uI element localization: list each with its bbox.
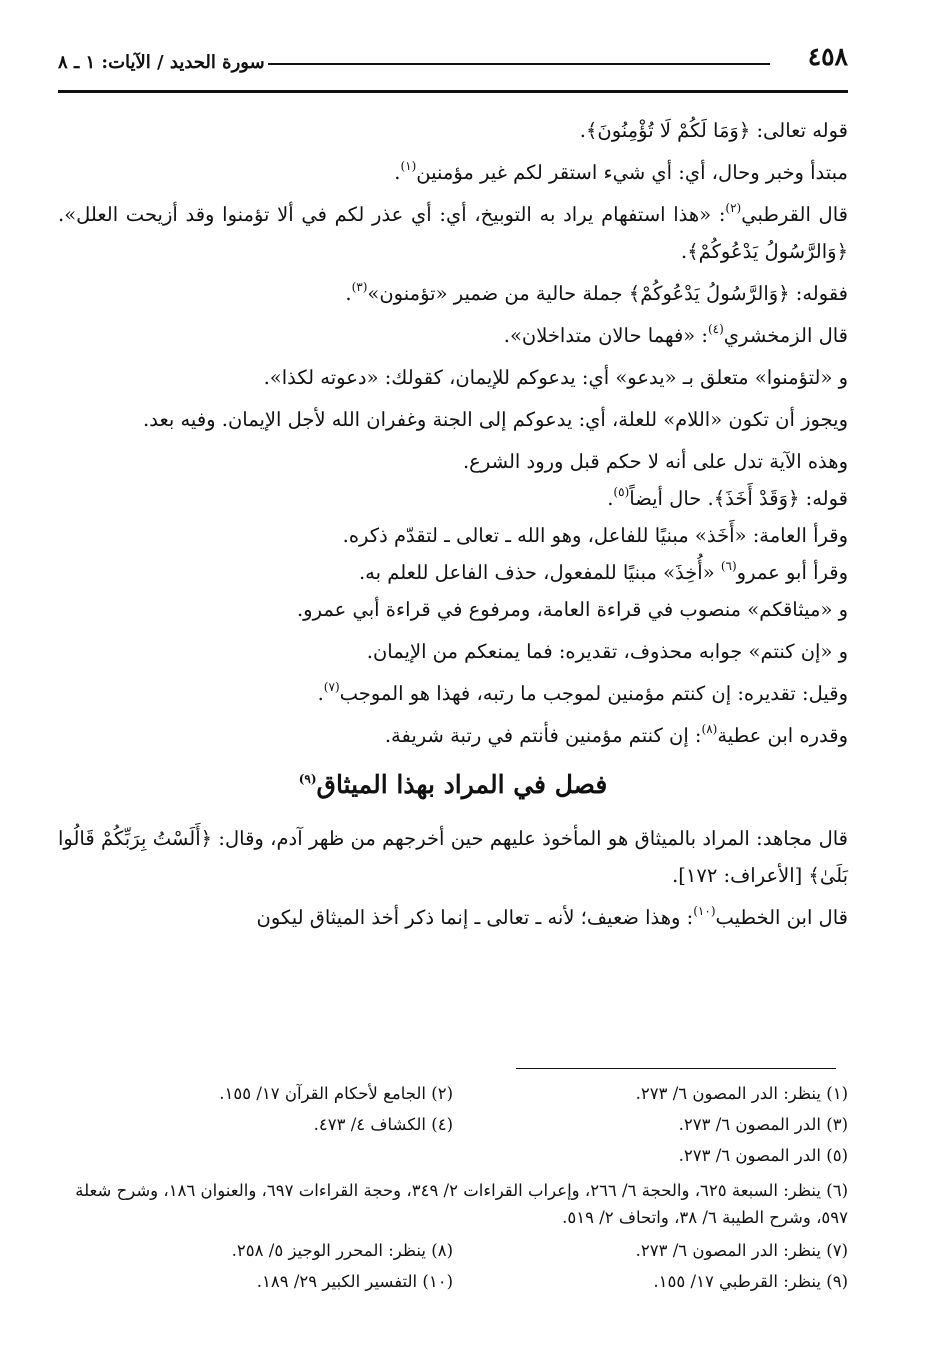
paragraph — [58, 633, 848, 670]
footnote — [58, 1140, 453, 1171]
footnote-marker: (٨) — [701, 722, 718, 736]
paragraph-text: : «هذا استفهام يراد به التوبيخ، أي: أي عذر لكم في ألا تؤمنوا وقد أزيحت العلل». ﴿وَالرَّسُولُ يَدْعُوكُمْ﴾. — [58, 203, 848, 263]
paragraph — [58, 317, 848, 354]
footnote-marker: (٤) — [707, 322, 724, 336]
paragraph-text: وهذه الآية تدل على أنه لا حكم قبل ورود الشرع. — [462, 450, 848, 473]
paragraph-text: و «إن كنتم» جوابه محذوف، تقديره: فما يمنعكم من الإيمان. — [366, 640, 848, 663]
footnote: (٨) ينظر: المحرر الوجيز ٥/ ٢٥٨. — [231, 1241, 453, 1260]
paragraph — [58, 820, 848, 894]
paragraph — [58, 112, 848, 149]
paragraph-text: . — [317, 682, 324, 705]
paragraph-text: فقوله: ﴿وَالرَّسُولُ يَدْعُوكُمْ﴾ جملة حالية من ضمير «تؤمنون» — [367, 282, 848, 305]
paragraph — [58, 517, 848, 554]
footnote-separator — [516, 1068, 836, 1069]
main-text — [58, 112, 848, 941]
header-rule — [58, 90, 848, 93]
paragraph — [58, 196, 848, 270]
paragraph-text: وقيل: تقديره: إن كنتم مؤمنين لموجب ما رتبه، فهذا هو الموجب — [339, 682, 848, 705]
footnote-marker: (١) — [400, 159, 417, 173]
paragraph-text: قال القرطبي — [741, 203, 848, 226]
footnote-row — [58, 1078, 848, 1109]
paragraph — [58, 443, 848, 480]
paragraph — [58, 480, 848, 517]
paragraph-text: : «فهما حالان متداخلان». — [503, 324, 708, 347]
paragraph-text: . — [394, 161, 401, 184]
footnote-marker: (٥) — [613, 485, 630, 499]
footnote: (٥) الدر المصون ٦/ ٢٧٣. — [678, 1146, 848, 1165]
paragraph — [58, 675, 848, 712]
paragraph — [58, 401, 848, 438]
paragraph-text: وقرأ العامة: «أَخَذ» مبنيًا للفاعل، وهو الله ـ تعالى ـ لتقدّم ذكره. — [342, 524, 848, 547]
footnote-row — [58, 1266, 848, 1297]
footnote: (٤) الكشاف ٤/ ٤٧٣. — [313, 1115, 453, 1134]
section-heading-text: فصل في المراد بهذا الميثاق — [316, 770, 608, 799]
paragraph-text: قوله تعالى: ﴿وَمَا لَكُمْ لَا تُؤْمِنُونَ﴾. — [579, 119, 848, 142]
footnote-marker: (١٠) — [693, 904, 716, 918]
footnote: (١٠) التفسير الكبير ٢٩/ ١٨٩. — [256, 1272, 453, 1291]
section-heading — [58, 764, 848, 806]
paragraph-text: مبتدأ وخبر وحال، أي: أي شيء استقر لكم غير مؤمنين — [416, 161, 848, 184]
page-number: ٤٥٨ — [807, 42, 848, 71]
running-title: سورة الحديد / الآيات: ١ ـ ٨ — [58, 52, 265, 73]
footnote-marker: (٢) — [725, 201, 742, 215]
paragraph — [58, 154, 848, 191]
paragraph-text: و «ميثاقكم» منصوب في قراءة العامة، ومرفوع في قراءة أبي عمرو. — [296, 598, 848, 621]
footnote: (٣) الدر المصون ٦/ ٢٧٣. — [678, 1115, 848, 1134]
paragraph-text: : إن كنتم مؤمنين فأنتم في رتبة شريفة. — [384, 724, 702, 747]
footnotes — [58, 1078, 848, 1297]
footnote-marker: (٩) — [298, 772, 317, 786]
footnote: (٢) الجامع لأحكام القرآن ١٧/ ١٥٥. — [219, 1084, 453, 1103]
paragraph-text: وقرأ أبو عمرو — [736, 561, 848, 584]
paragraph-text: قال الزمخشري — [723, 324, 848, 347]
footnote-row — [58, 1235, 848, 1266]
footnote: (١) ينظر: الدر المصون ٦/ ٢٧٣. — [635, 1084, 848, 1103]
footnote-row — [58, 1140, 848, 1171]
footnote: (٦) ينظر: السبعة ٦٢٥، والحجة ٦/ ٢٦٦، وإعراب القراءات ٢/ ٣٤٩، وحجة القراءات ٦٩٧، والعنوان ١٨٦، وشرح شعلة ٥٩٧، وشرح الطيبة ٦/ ٣٨، واتحاف ٢/ ٥١٩. — [75, 1181, 848, 1227]
paragraph-text: وقدره ابن عطية — [717, 724, 848, 747]
paragraph-text: و «لتؤمنوا» متعلق بـ «يدعو» أي: يدعوكم للإيمان، كقولك: «دعوته لكذا». — [263, 366, 848, 389]
footnote: (٩) ينظر: القرطبي ١٧/ ١٥٥. — [653, 1272, 848, 1291]
footnote-marker: (٣) — [351, 280, 368, 294]
paragraph-text: ويجوز أن تكون «اللام» للعلة، أي: يدعوكم إلى الجنة وغفران الله لأجل الإيمان. وفيه بعد. — [143, 408, 848, 431]
paragraph-text: قال ابن الخطيب — [715, 906, 848, 929]
paragraph — [58, 275, 848, 312]
paragraph-text: «أُخِذَ» مبنيًا للمفعول، حذف الفاعل للعلم به. — [358, 561, 721, 584]
paragraph-text: . — [607, 487, 614, 510]
footnote: (٧) ينظر: الدر المصون ٦/ ٢٧٣. — [635, 1241, 848, 1260]
footnote-marker: (٦) — [720, 559, 737, 573]
running-header — [58, 40, 848, 80]
paragraph-text: . — [345, 282, 352, 305]
paragraph — [58, 717, 848, 754]
paragraph-text: : وهذا ضعيف؛ لأنه ـ تعالى ـ إنما ذكر أخذ الميثاق ليكون — [256, 906, 694, 929]
paragraph-text: قوله: ﴿وَقَدْ أَخَذَ﴾. حال أيضاً — [629, 487, 848, 510]
header-line — [268, 63, 770, 65]
paragraph-text: قال مجاهد: المراد بالميثاق هو المأخوذ عليهم حين أخرجهم من ظهر آدم، وقال: ﴿أَلَسْتُ بِرَبِّكُمْ قَالُوا بَلَىٰ﴾ [الأعراف: ١٧٢]. — [58, 827, 848, 887]
paragraph — [58, 591, 848, 628]
paragraph — [58, 359, 848, 396]
footnote-marker: (٧) — [323, 680, 340, 694]
paragraph — [58, 899, 848, 936]
paragraph — [58, 554, 848, 591]
footnote-row — [58, 1109, 848, 1140]
